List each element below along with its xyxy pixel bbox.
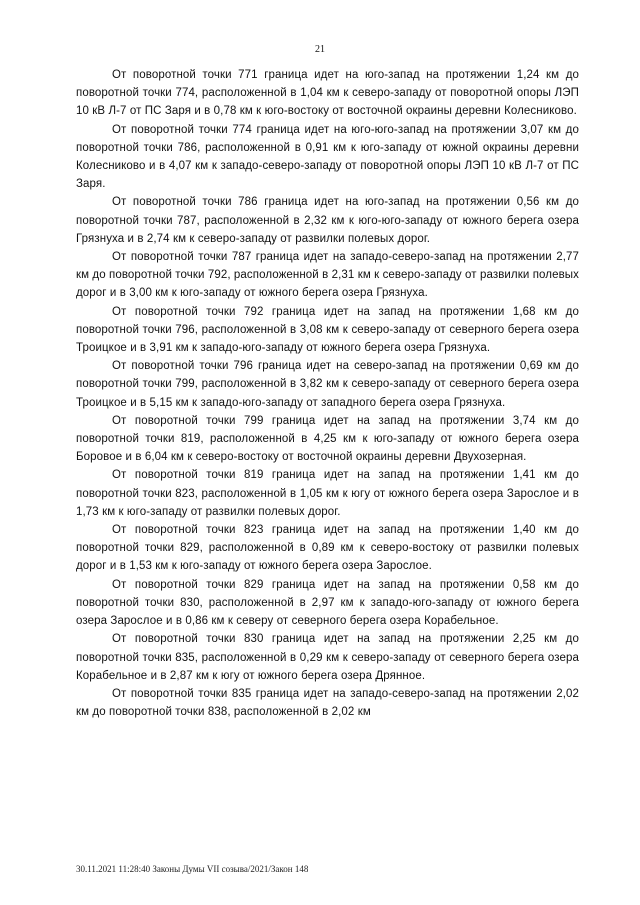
paragraph-2: От поворотной точки 774 граница идет на юго-юго-запад на протяжении 3,07 км до поворотной точки 786, расположенной в 0,91 км к юго-западу от южной окраины деревни Колесниково и в 4,07 км к западо-северо-западу от поворотной опоры ЛЭП 10 кВ Л-7 от ПС Заря.	[76, 123, 579, 191]
paragraph-7: От поворотной точки 799 граница идет на запад на протяжении 3,74 км до поворотной точки 819, расположенной в 4,25 км к юго-западу от южного берега озера Боровое и в 6,04 км к северо-востоку от восточной окраины деревни Двухозерная.	[76, 414, 579, 464]
paragraph-1: От поворотной точки 771 граница идет на юго-запад на протяжении 1,24 км до поворотной точки 774, расположенной в 1,04 км к северо-западу от поворотной опоры ЛЭП 10 кВ Л-7 от ПС Заря и в 0,78 км к юго-востоку от восточной окраины деревни Колесниково.	[76, 69, 579, 118]
paragraph-11: От поворотной точки 830 граница идет на запад на протяжении 2,25 км до поворотной точки 835, расположенной в 0,29 км к северо-западу от северного берега озера Корабельное и в 2,87 км к югу от южного берега озера Дрянное.	[76, 633, 579, 682]
paragraph-8: От поворотной точки 819 граница идет на запад на протяжении 1,41 км до поворотной точки 823, расположенной в 1,05 км к югу от южного берега озера Зарослое и в 1,73 км к юго-западу от развилки полевых дорог.	[76, 469, 579, 518]
document-footer: 30.11.2021 11:28:40 Законы Думы VII созыва/2021/Закон 148	[76, 864, 309, 874]
paragraph-10: От поворотной точки 829 граница идет на запад на протяжении 0,58 км до поворотной точки 830, расположенной в 2,97 км к западо-юго-западу от южного берега озера Зарослое и в 0,86 км к северу от северного берега озера Корабельное.	[76, 578, 579, 628]
document-body	[76, 66, 579, 721]
paragraph-4: От поворотной точки 787 граница идет на западо-северо-запад на протяжении 2,77 км до поворотной точки 792, расположенной в 2,31 км к северо-западу от развилки полевых дорог и в 3,00 км к юго-западу от южного берега озера Грязнуха.	[76, 251, 579, 300]
paragraph-9: От поворотной точки 823 граница идет на запад на протяжении 1,40 км до поворотной точки 829, расположенной в 0,89 км к северо-востоку от развилки полевых дорог и в 1,53 км к юго-западу от южного берега озера Зарослое.	[76, 524, 579, 573]
paragraph-6: От поворотной точки 796 граница идет на северо-запад на протяжении 0,69 км до поворотной точки 799, расположенной в 3,82 км к северо-западу от северного берега озера Троицкое и в 5,15 км к западо-юго-западу от западного берега озера Грязнуха.	[76, 360, 579, 409]
paragraph-5: От поворотной точки 792 граница идет на запад на протяжении 1,68 км до поворотной точки 796, расположенной в 3,08 км к северо-западу от северного берега озера Троицкое и в 3,91 км к западо-юго-западу от южного берега озера Грязнуха.	[76, 305, 579, 355]
paragraph-3: От поворотной точки 786 граница идет на юго-запад на протяжении 0,56 км до поворотной точки 787, расположенной в 2,32 км к юго-юго-западу от южного берега озера Грязнуха и в 2,74 км к северо-западу от развилки полевых дорог.	[76, 196, 579, 245]
paragraph-12: От поворотной точки 835 граница идет на западо-северо-запад на протяжении 2,02 км до поворотной точки 838, расположенной в 2,02 км	[76, 687, 579, 719]
page-number: 21	[315, 44, 325, 55]
